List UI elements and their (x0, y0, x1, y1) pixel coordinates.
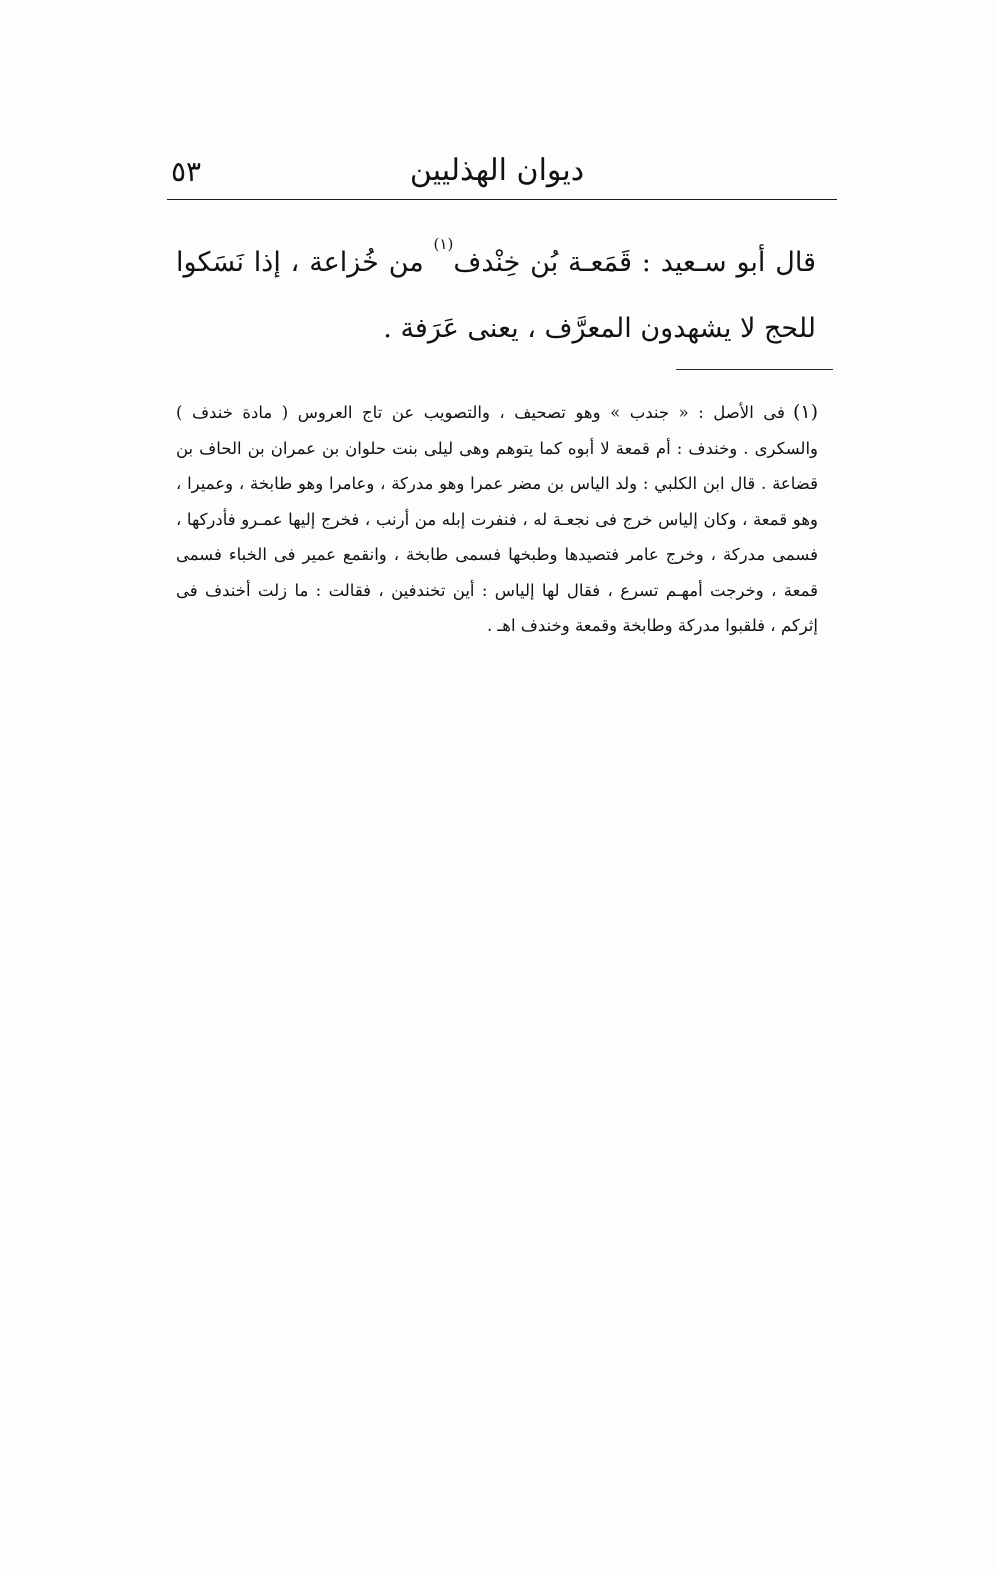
main-text-part-2: من خُزاعة ، إذا نَسَكوا للحج لا يشهدون المعرَّف ، يعنى عَرَفة . (176, 247, 816, 344)
header-rule (167, 199, 837, 200)
footnote-reference-mark: (١) (433, 235, 454, 253)
footnote-rule (676, 369, 833, 370)
main-paragraph (176, 230, 816, 362)
footnote-paragraph (176, 395, 818, 644)
main-text-part-1: قال أبو سـعيد : قَمَعـة بُن خِنْدف (453, 247, 816, 278)
footnote (176, 395, 818, 644)
footnote-number: (١) (792, 401, 818, 423)
main-text (176, 230, 816, 362)
running-title: ديوان الهذليين (409, 153, 585, 188)
footnote-text: فى الأصل : « جندب » وهو تصحيف ، والتصويب عن تاج العروس ( مادة خندف ) والسكرى . وخندف : أم قمعة لا أبوه كما يتوهم وهى ليلى بنت حلوان بن عمران بن الحاف بن قضاعة . قال ابن الكلبي : ولد الياس بن مضر عمرا وهو مدركة ، وعامرا وهو طابخة ، وعميرا ، وهو قمعة ، وكان إلياس خرج فى نجعـة له ، فنفرت إبله من أرنب ، فخرج إليها عمـرو فأدركها ، فسمى مدركة ، وخرج عامر فتصيدها وطبخها فسمى طابخة ، وانقمع عمير فى الخباء فسمى قمعة ، وخرجت أمهـم تسرع ، فقال لها إلياس : أين تخندفين ، فقالت : ما زلت أخندف فى إثركم ، فلقبوا مدركة وطابخة وقمعة وخندف اهـ . (176, 403, 818, 635)
page-header (167, 150, 837, 196)
page-number: ٥٣ (171, 155, 202, 188)
